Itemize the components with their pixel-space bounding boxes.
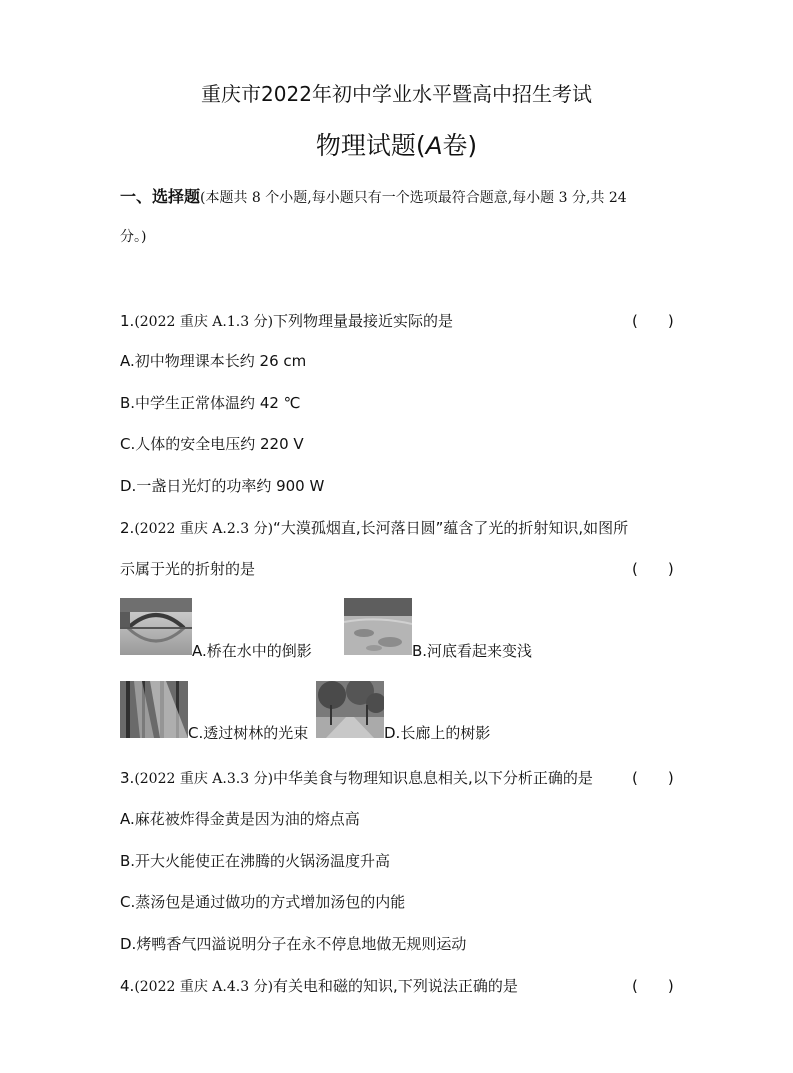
question-1-option-d: D.一盏日光灯的功率约 900 W	[120, 477, 325, 495]
section-note: (本题共 8 个小题,每小题只有一个选项最符合题意,每小题 3 分,共 24	[200, 190, 627, 206]
question-2-option-a: A.桥在水中的倒影	[192, 642, 312, 660]
subtitle-prefix: 物理试题(	[315, 131, 426, 160]
question-2-option-b: B.河底看起来变浅	[412, 642, 533, 660]
section-heading	[120, 184, 627, 207]
question-1-option-c: C.人体的安全电压约 220 V	[120, 435, 304, 453]
question-2-stem-line2: 示属于光的折射的是	[120, 560, 256, 578]
question-4-stem: 4.(2022 重庆 A.4.3 分)有关电和磁的知识,下列说法正确的是	[120, 977, 518, 995]
question-3-option-c: C.蒸汤包是通过做功的方式增加汤包的内能	[120, 893, 406, 911]
question-1-answer-paren: ( )	[632, 312, 674, 330]
question-1-option-b: B.中学生正常体温约 42 ℃	[120, 394, 301, 412]
question-3-answer-paren: ( )	[632, 769, 674, 787]
riverbed-photo	[344, 598, 412, 655]
question-1-option-a: A.初中物理课本长约 26 cm	[120, 352, 307, 370]
question-2-answer-paren: ( )	[632, 560, 674, 578]
section-label: 一、选择题	[120, 187, 201, 206]
question-4-answer-paren: ( )	[632, 977, 674, 995]
section-note-line2: 分。)	[120, 229, 147, 245]
forest-light-beams-photo	[120, 681, 188, 738]
bridge-reflection-photo	[120, 598, 192, 655]
exam-title: 重庆市2022年初中学业水平暨高中招生考试	[201, 82, 592, 106]
question-1-stem: 1.(2022 重庆 A.1.3 分)下列物理量最接近实际的是	[120, 312, 454, 330]
subtitle-suffix: 卷)	[442, 131, 478, 160]
question-3-option-b: B.开大火能使正在沸腾的火锅汤温度升高	[120, 852, 391, 870]
question-3-option-a: A.麻花被炸得金黄是因为油的熔点高	[120, 810, 360, 828]
question-2-stem-line1: 2.(2022 重庆 A.2.3 分)“大漠孤烟直,长河落日圆”蕴含了光的折射知识,如图所	[120, 519, 629, 537]
paper-subtitle	[0, 126, 793, 162]
question-3-option-d: D.烤鸭香气四溢说明分子在永不停息地做无规则运动	[120, 935, 467, 953]
corridor-tree-shadow-photo	[316, 681, 384, 738]
question-2-option-d: D.长廊上的树影	[384, 724, 491, 742]
subtitle-italic: A	[425, 132, 443, 160]
question-2-option-c: C.透过树林的光束	[188, 724, 309, 742]
question-3-stem: 3.(2022 重庆 A.3.3 分)中华美食与物理知识息息相关,以下分析正确的是	[120, 769, 593, 787]
